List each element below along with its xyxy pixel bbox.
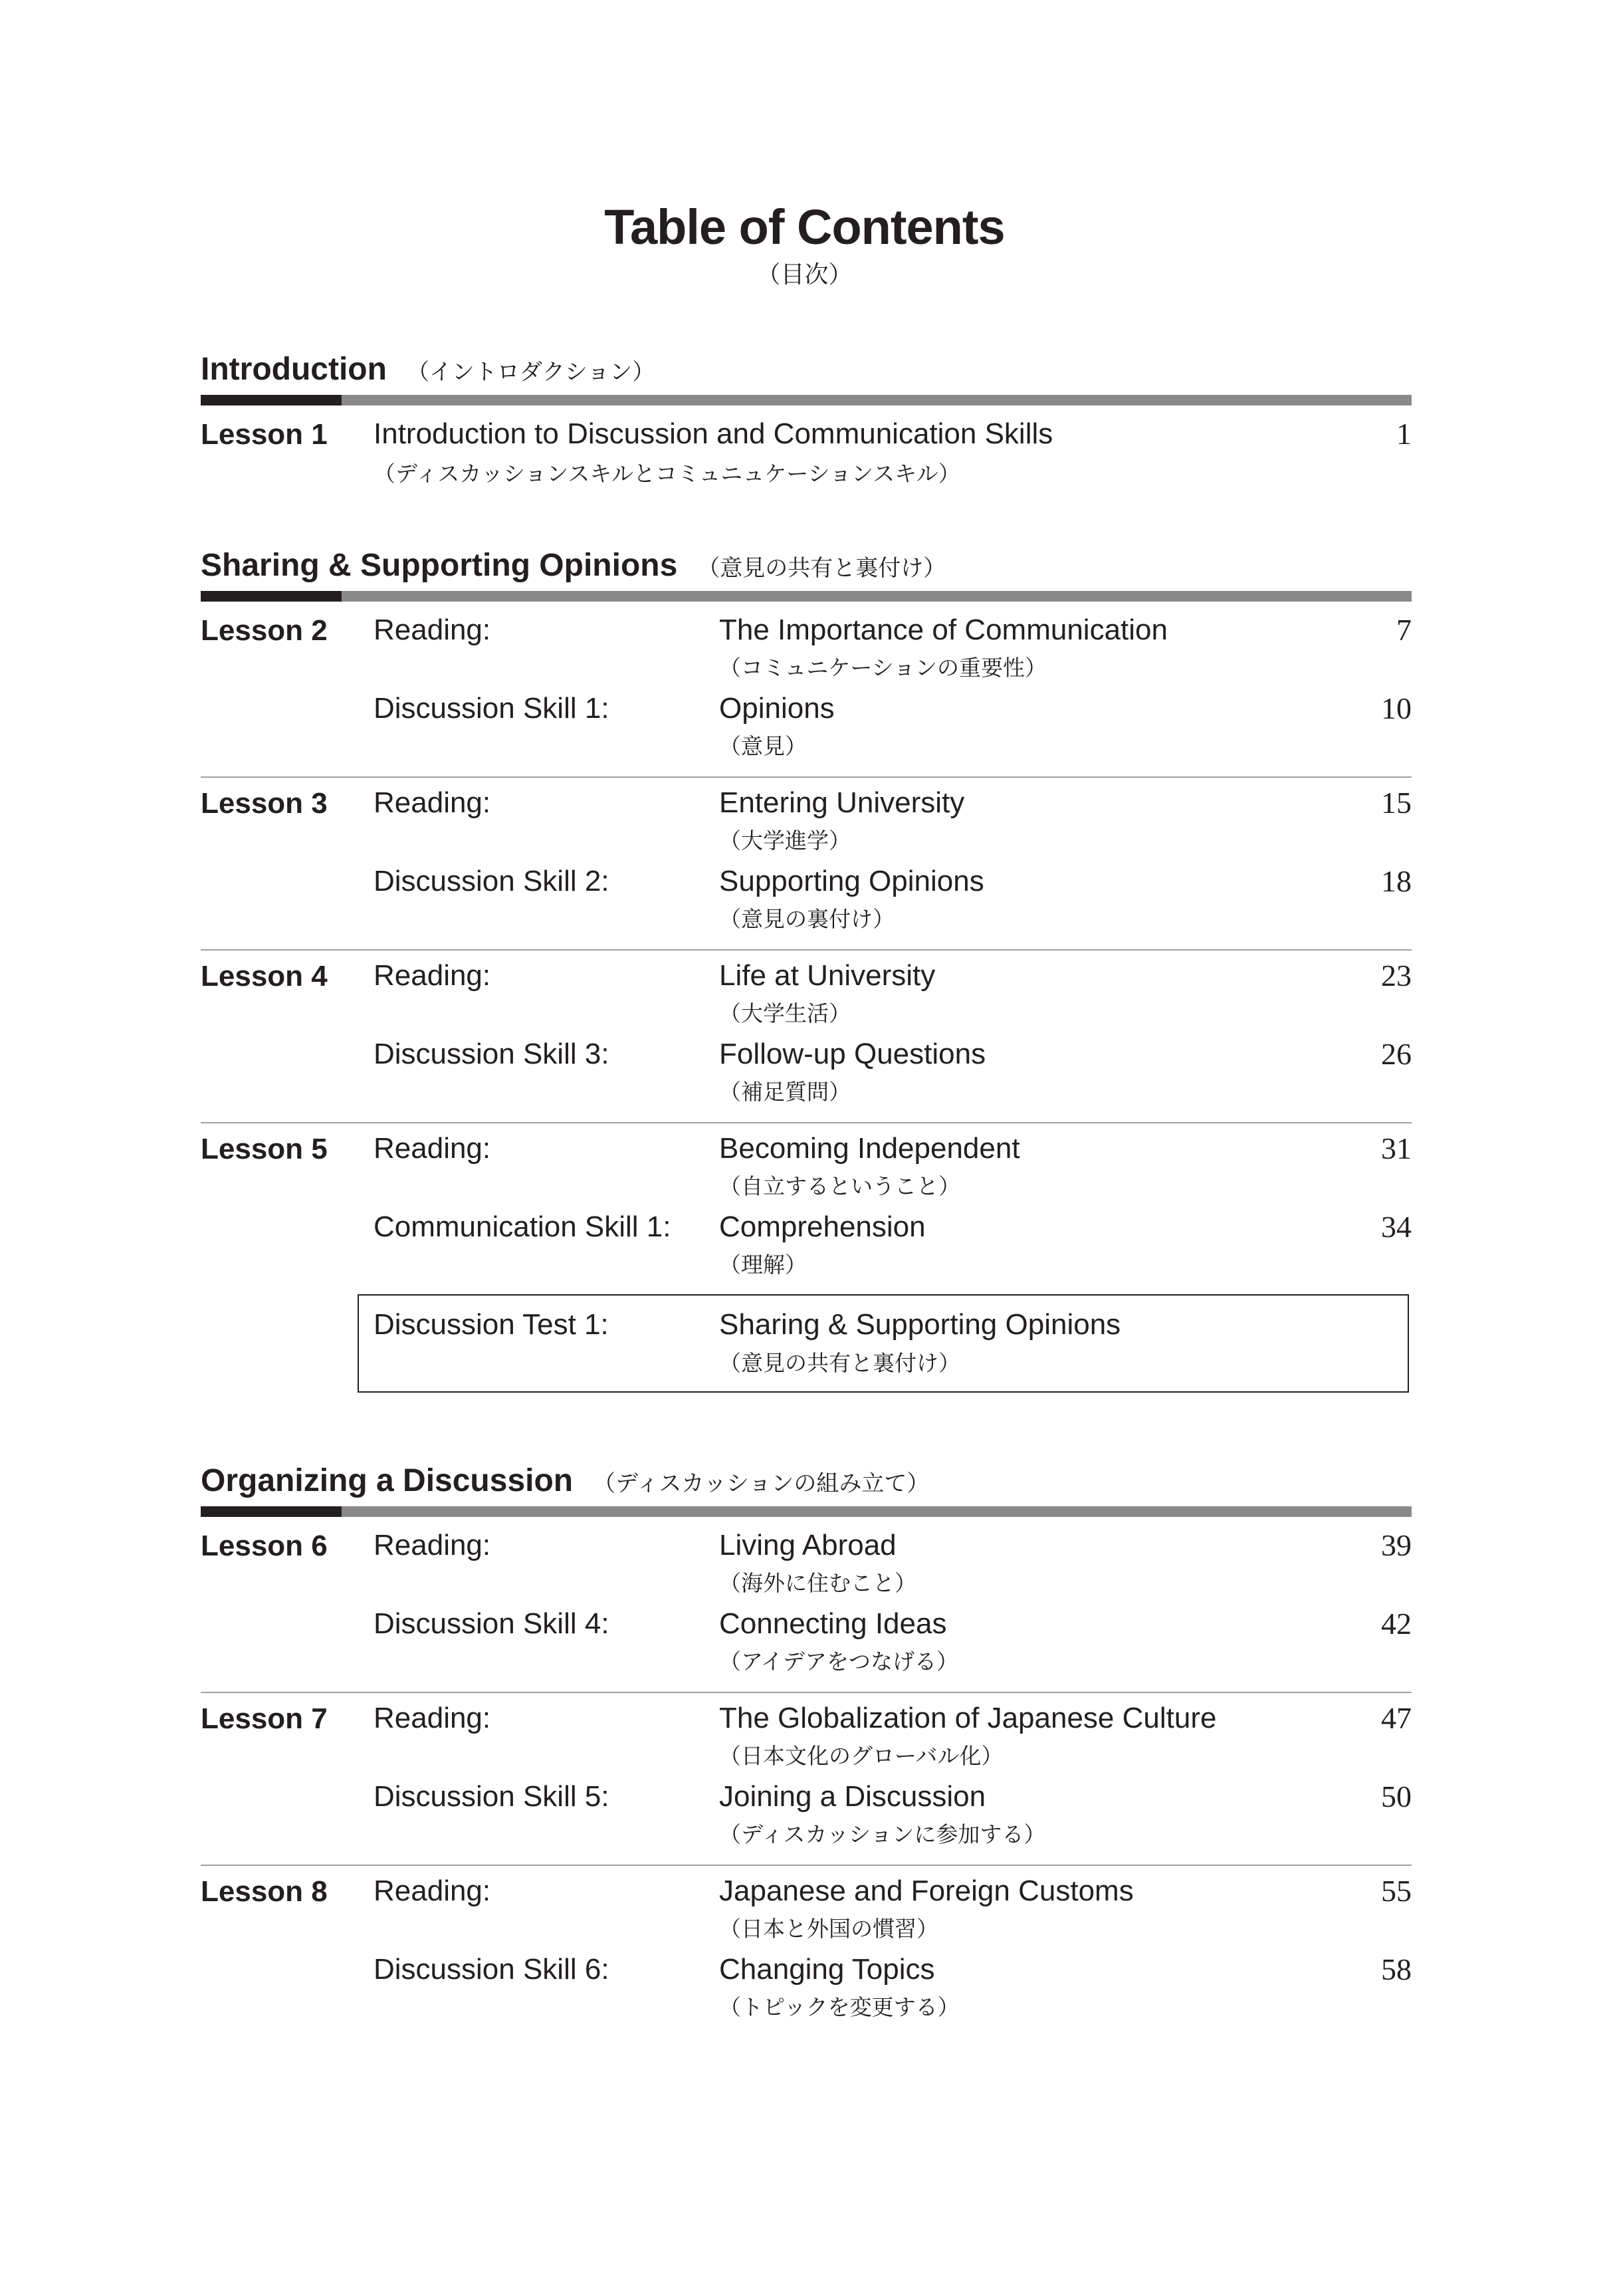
page-number: 26 (1381, 1037, 1412, 1071)
entry-title-ja: （自立するということ） (719, 1174, 960, 1199)
entry-title: Comprehension (719, 1210, 926, 1243)
page-number: 42 (1381, 1607, 1412, 1641)
page-number: 10 (1381, 691, 1412, 725)
section-divider-bar (201, 395, 1412, 405)
entry-title-ja: （ディスカッションに参加する） (719, 1822, 1046, 1847)
lesson-label: Lesson 5 (201, 1133, 328, 1165)
lesson-label: Lesson 4 (201, 960, 328, 992)
lesson-divider (201, 949, 1412, 951)
lesson-label: Lesson 3 (201, 787, 328, 820)
section-divider-accent (201, 395, 342, 405)
page-number: 7 (1396, 613, 1412, 647)
entry-type: Reading: (374, 786, 491, 819)
entry-title-ja: （大学生活） (719, 1001, 851, 1026)
page-number: 50 (1381, 1779, 1412, 1813)
section-heading: Organizing a Discussion (201, 1463, 574, 1498)
entry-title-ja: （コミュニケーションの重要性） (719, 655, 1047, 680)
section-divider-bar (201, 591, 1412, 602)
entry-title-ja: （アイデアをつなげる） (719, 1649, 959, 1674)
entry-title-ja: （日本と外国の慣習） (719, 1916, 938, 1941)
lesson-label: Lesson 6 (201, 1530, 328, 1562)
entry-title: Life at University (719, 959, 936, 992)
page-number: 58 (1381, 1952, 1412, 1986)
page-number: 39 (1381, 1528, 1412, 1562)
page-number: 55 (1381, 1874, 1412, 1908)
entry-type: Discussion Skill 3: (374, 1038, 609, 1070)
entry-title: Entering University (719, 786, 965, 819)
entry-title: The Globalization of Japanese Culture (719, 1702, 1217, 1734)
entry-title: Becoming Independent (719, 1132, 1020, 1165)
section-heading: Sharing & Supporting Opinions (201, 548, 678, 583)
page-title: Table of Contents (604, 199, 1005, 255)
entry-title: Joining a Discussion (719, 1780, 986, 1813)
lesson-label: Lesson 2 (201, 614, 328, 647)
page-number: 47 (1381, 1701, 1412, 1735)
entry-title-ja: （大学進学） (719, 828, 851, 853)
lesson-divider (201, 1865, 1412, 1866)
lesson-label: Lesson 7 (201, 1702, 328, 1735)
section-heading-ja: （意見の共有と裏付け） (697, 556, 946, 581)
entry-title: Introduction to Discussion and Communication Skills (374, 417, 1053, 450)
entry-type: Communication Skill 1: (374, 1210, 671, 1243)
page-subtitle: （目次） (756, 261, 853, 288)
entry-title: Opinions (719, 692, 835, 725)
lesson-divider (201, 1692, 1412, 1693)
section-title-organizing (201, 1465, 929, 1497)
lesson-divider (201, 776, 1412, 778)
test-type: Discussion Test 1: (374, 1308, 609, 1341)
section-divider-bar (201, 1506, 1412, 1517)
entry-type: Discussion Skill 5: (374, 1780, 609, 1813)
lesson-label: Lesson 1 (201, 418, 328, 451)
entry-type: Reading: (374, 614, 491, 646)
entry-title-ja: （意見の裏付け） (719, 907, 895, 931)
entry-title: Changing Topics (719, 1953, 935, 1986)
page-number: 34 (1381, 1210, 1412, 1244)
entry-title-ja: （海外に住むこと） (719, 1571, 916, 1595)
entry-title-ja: （理解） (719, 1252, 807, 1277)
test-title: Sharing & Supporting Opinions (719, 1308, 1121, 1341)
page-number: 31 (1381, 1131, 1412, 1165)
entry-type: Reading: (374, 959, 491, 992)
entry-title-ja: （ディスカッションスキルとコミュニュケーションスキル） (374, 461, 960, 486)
entry-title-ja: （日本文化のグローバル化） (719, 1744, 1004, 1768)
entry-title: Living Abroad (719, 1529, 897, 1561)
section-title-sharing-supporting (201, 550, 946, 582)
entry-type: Reading: (374, 1529, 491, 1561)
section-heading-ja: （ディスカッションの組み立て） (593, 1471, 930, 1496)
section-heading-ja: （イントロダクション） (406, 360, 655, 385)
section-heading: Introduction (201, 352, 387, 387)
page-number: 23 (1381, 959, 1412, 992)
section-divider-accent (201, 1506, 342, 1517)
section-divider-accent (201, 591, 342, 602)
entry-type: Discussion Skill 6: (374, 1953, 609, 1986)
entry-type: Discussion Skill 1: (374, 692, 609, 725)
page-number: 15 (1381, 786, 1412, 820)
entry-title: Follow-up Questions (719, 1038, 986, 1070)
entry-title-ja: （意見） (719, 734, 807, 758)
entry-type: Reading: (374, 1132, 491, 1165)
lesson-divider (201, 1122, 1412, 1123)
entry-title: Connecting Ideas (719, 1607, 947, 1640)
entry-title: The Importance of Communication (719, 614, 1168, 646)
page-number: 1 (1396, 417, 1412, 451)
page-number: 18 (1381, 864, 1412, 898)
entry-title: Supporting Opinions (719, 865, 984, 897)
entry-type: Reading: (374, 1702, 491, 1734)
entry-type: Discussion Skill 4: (374, 1607, 609, 1640)
section-title-introduction (201, 354, 655, 386)
test-title-ja: （意見の共有と裏付け） (719, 1351, 960, 1375)
entry-title-ja: （補足質問） (719, 1080, 851, 1104)
lesson-label: Lesson 8 (201, 1875, 328, 1908)
entry-type: Reading: (374, 1875, 491, 1907)
entry-type: Discussion Skill 2: (374, 865, 609, 897)
entry-title-ja: （トピックを変更する） (719, 1995, 960, 2019)
entry-title: Japanese and Foreign Customs (719, 1875, 1134, 1907)
